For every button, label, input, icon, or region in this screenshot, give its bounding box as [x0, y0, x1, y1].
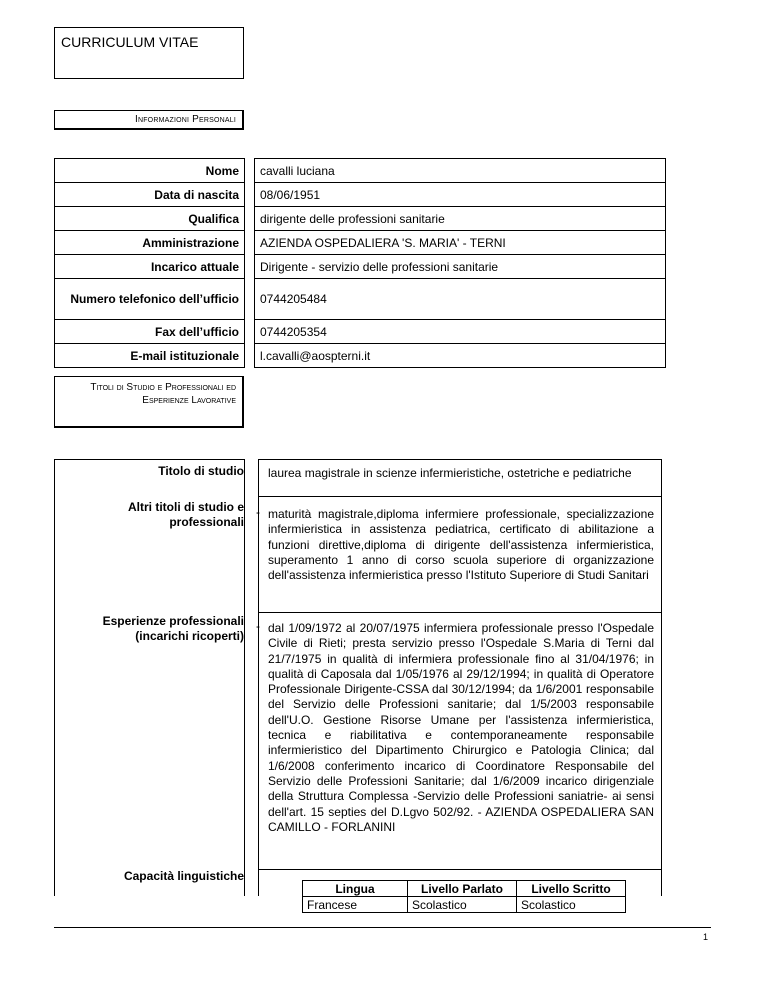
titolo-value: laurea magistrale in scienze infermieristiche, ostetriche e pediatriche: [268, 466, 632, 480]
table-cell: Francese: [303, 897, 408, 913]
titolo-label: Titolo di studio: [158, 464, 244, 478]
altri-titoli-value: maturità magistrale,diploma infermiere professionale, specializzazione infermieristica in assistenza pediatrica, certificato di abilitazione a funzioni direttive,diploma di dirigente dell'assistenza infermieristica, superamento 1 anno di corso scuola superiore di organizzazione dell'assistenza infermieristica presso l'Istituto Superiore di Studi Sanitari: [268, 507, 654, 583]
table-cell: Scolastico: [517, 897, 626, 913]
bullet-dash: -: [256, 619, 260, 633]
page-number: 1: [702, 932, 708, 942]
info-label: E-mail istituzionale: [55, 344, 245, 368]
table-row: [55, 183, 666, 207]
esperienze-label: Esperienze professionali (incarichi ricoperti): [102, 614, 244, 643]
studies-mid-border-left: [244, 459, 245, 896]
studies-left-border: [54, 459, 55, 896]
table-row: [55, 231, 666, 255]
languages-table: [302, 880, 626, 913]
table-row: [55, 279, 666, 320]
table-row: [55, 207, 666, 231]
section-personal-title: Informazioni Personali: [134, 114, 236, 125]
info-label: Amministrazione: [55, 231, 245, 255]
row-separator: [258, 612, 662, 613]
info-label: Numero telefonico dell’ufficio: [55, 279, 245, 320]
footer-divider: [54, 927, 711, 928]
info-label: Data di nascita: [55, 183, 245, 207]
info-value: Dirigente - servizio delle professioni sanitarie: [255, 255, 666, 279]
table-row: [55, 159, 666, 183]
row-separator: [258, 496, 662, 497]
section-studies-title: Titoli di Studio e Professionali ed Esperienze Lavorative: [90, 382, 236, 406]
section-personal-header: [54, 110, 244, 130]
cv-title-box: [54, 27, 244, 79]
studies-mid-border-right: [258, 459, 259, 896]
personal-info-table: [54, 158, 666, 368]
info-value: 0744205354: [255, 320, 666, 344]
section-studies-header: [54, 376, 244, 428]
studies-top-border-right: [258, 459, 662, 460]
column-header: Livello Scritto: [517, 881, 626, 897]
info-value: 0744205484: [255, 279, 666, 320]
column-header: Livello Parlato: [408, 881, 517, 897]
info-label: Incarico attuale: [55, 255, 245, 279]
table-row: [55, 255, 666, 279]
info-label: Qualifica: [55, 207, 245, 231]
table-header-row: [303, 881, 626, 897]
info-value: AZIENDA OSPEDALIERA 'S. MARIA' - TERNI: [255, 231, 666, 255]
info-value: cavalli luciana: [255, 159, 666, 183]
info-value: l.cavalli@aospterni.it: [255, 344, 666, 368]
table-row: [303, 897, 626, 913]
info-value: 08/06/1951: [255, 183, 666, 207]
info-label: Fax dell’ufficio: [55, 320, 245, 344]
row-separator: [258, 869, 662, 870]
esperienze-value: dal 1/09/1972 al 20/07/1975 infermiera professionale presso l'Ospedale Civile di Rieti; presta servizio presso l'Ospedale S.Maria di Terni dal 21/7/1975 in qualità di infermiera professionale fino al 31/04/1976; in qualità di Caposala dal 1/05/1976 al 29/12/1994; in qualità di Operatore Professionale Dirigente-CSSA dal 30/12/1994; da 1/6/2001 responsabile del Servizio delle Professioni sanitarie; dal 1/5/2003 responsabile dell'U.O. Gestione Risorse Umane per l'assistenza infermieristica, tecnica e riabilitativa e contemporaneamente responsabile infermieristico del Dipartimento Chirurgico e Patologia Clinica; dal 1/6/2008 conferimento incarico di Coordinatore Responsabile del Servizio delle Professioni Sanitarie; dal 1/6/2009 incarico dirigenziale della Struttura Complessa -Servizio delle Professioni saniatrie- ai sensi dell'art. 15 septies del D.Lgvo 502/92. - AZIENDA OSPEDALIERA SAN CAMILLO - FORLANINI: [268, 621, 654, 834]
bullet-dash: -: [256, 505, 260, 519]
table-row: [55, 344, 666, 368]
table-cell: Scolastico: [408, 897, 517, 913]
altri-titoli-label: Altri titoli di studio e professionali: [128, 500, 244, 529]
table-row: [55, 320, 666, 344]
studies-right-border: [661, 459, 662, 896]
info-value: dirigente delle professioni sanitarie: [255, 207, 666, 231]
column-header: Lingua: [303, 881, 408, 897]
info-label: Nome: [55, 159, 245, 183]
cv-title: CURRICULUM VITAE: [61, 34, 199, 50]
studies-top-border-left: [54, 459, 245, 460]
lingue-label: Capacità linguistiche: [123, 869, 244, 883]
